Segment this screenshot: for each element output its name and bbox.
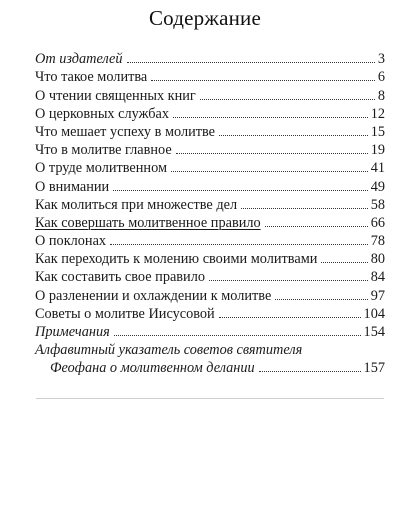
toc-entry-label: О чтении священных книг (35, 87, 196, 104)
toc-entry-label: Алфавитный указатель советов святителя (35, 342, 303, 359)
toc-page-number: 104 (363, 305, 385, 322)
toc-entry-label: Как совершать молитвенное правило (35, 214, 261, 231)
toc-page-number: 157 (363, 360, 385, 377)
toc-entry-label: О труде молитвенном (35, 160, 168, 177)
toc-entry-chto-glavnoe[interactable] (35, 140, 385, 158)
toc-page-number: 49 (370, 178, 385, 195)
toc-entry-label: Как переходить к молению своими молитвами (35, 251, 318, 268)
toc-entry-label: О церковных службах (35, 105, 170, 122)
toc-entry-label: Примечания (35, 324, 110, 340)
toc-entry-molitvennoe-pravilo[interactable] (35, 213, 385, 231)
dot-leader (200, 99, 375, 100)
toc-entry-svoimi-molitvami[interactable] (35, 249, 385, 267)
toc-entry-molitva-iisusova[interactable] (35, 304, 385, 322)
dot-leader (259, 371, 361, 372)
dot-leader (219, 317, 361, 318)
toc-page-number: 3 (377, 51, 385, 68)
toc-page-number: 78 (370, 233, 385, 250)
dot-leader (171, 171, 368, 172)
dot-leader (176, 153, 368, 154)
toc-entry-chto-takoe-molitva[interactable] (35, 67, 385, 85)
toc-entry-label: Что мешает успеху в молитве (35, 123, 215, 140)
toc-entry-label: Как составить свое правило (35, 269, 205, 286)
page-title: Содержание (148, 6, 262, 30)
toc-page-number: 12 (370, 105, 385, 122)
toc-entry-label: Феофана о молитвенном делании (50, 360, 255, 377)
toc-entry-o-chtenii[interactable] (35, 85, 385, 103)
toc-entry-o-razlenenii[interactable] (35, 285, 385, 303)
toc-entry-o-poklonakh[interactable] (35, 231, 385, 249)
dot-leader (219, 135, 368, 136)
toc-page-number: 19 (370, 142, 385, 159)
dot-leader (209, 280, 368, 281)
dot-leader (127, 62, 375, 63)
dot-leader (114, 335, 361, 336)
table-of-contents (35, 49, 385, 376)
toc-page-number: 80 (370, 251, 385, 268)
toc-entry-label: Как молиться при множестве дел (35, 196, 238, 213)
toc-entry-index-line1[interactable] (35, 340, 385, 358)
dot-leader (110, 244, 368, 245)
toc-entry-index-line2[interactable] (35, 358, 385, 376)
toc-entry-label: Что такое молитва (35, 69, 148, 86)
toc-page-number: 41 (370, 160, 385, 177)
toc-entry-label: От издателей (35, 51, 123, 68)
toc-entry-label: Что в молитве главное (35, 142, 172, 159)
dot-leader (173, 117, 368, 118)
toc-entry-chto-meshaet[interactable] (35, 122, 385, 140)
dot-leader (275, 299, 367, 300)
toc-entry-primechaniya[interactable] (35, 322, 385, 340)
toc-page-number: 154 (363, 324, 385, 340)
toc-entry-label: О внимании (35, 178, 110, 195)
toc-page-number: 97 (370, 287, 385, 304)
dot-leader (265, 226, 368, 227)
toc-page-number: 58 (370, 196, 385, 213)
toc-entry-mnozhestvo-del[interactable] (35, 195, 385, 213)
toc-entry-o-tserkovnykh-sluzhbakh[interactable] (35, 104, 385, 122)
bottom-divider (36, 398, 384, 399)
toc-entry-o-trude[interactable] (35, 158, 385, 176)
dot-leader (321, 262, 367, 263)
toc-entry-label: О разленении и охлаждении к молитве (35, 287, 272, 304)
toc-entry-svoe-pravilo[interactable] (35, 267, 385, 285)
toc-entry-label: Советы о молитве Иисусовой (35, 305, 215, 322)
toc-entry-ot-izdateley[interactable] (35, 49, 385, 67)
toc-page-number: 66 (370, 214, 385, 231)
toc-page-number: 84 (370, 269, 385, 286)
dot-leader (151, 80, 375, 81)
toc-page-number: 6 (377, 69, 385, 86)
dot-leader (241, 208, 368, 209)
toc-page-number: 15 (370, 123, 385, 140)
toc-entry-o-vnimanii[interactable] (35, 176, 385, 194)
dot-leader (113, 190, 368, 191)
toc-entry-label: О поклонах (35, 233, 107, 250)
toc-page-number: 8 (377, 87, 385, 104)
